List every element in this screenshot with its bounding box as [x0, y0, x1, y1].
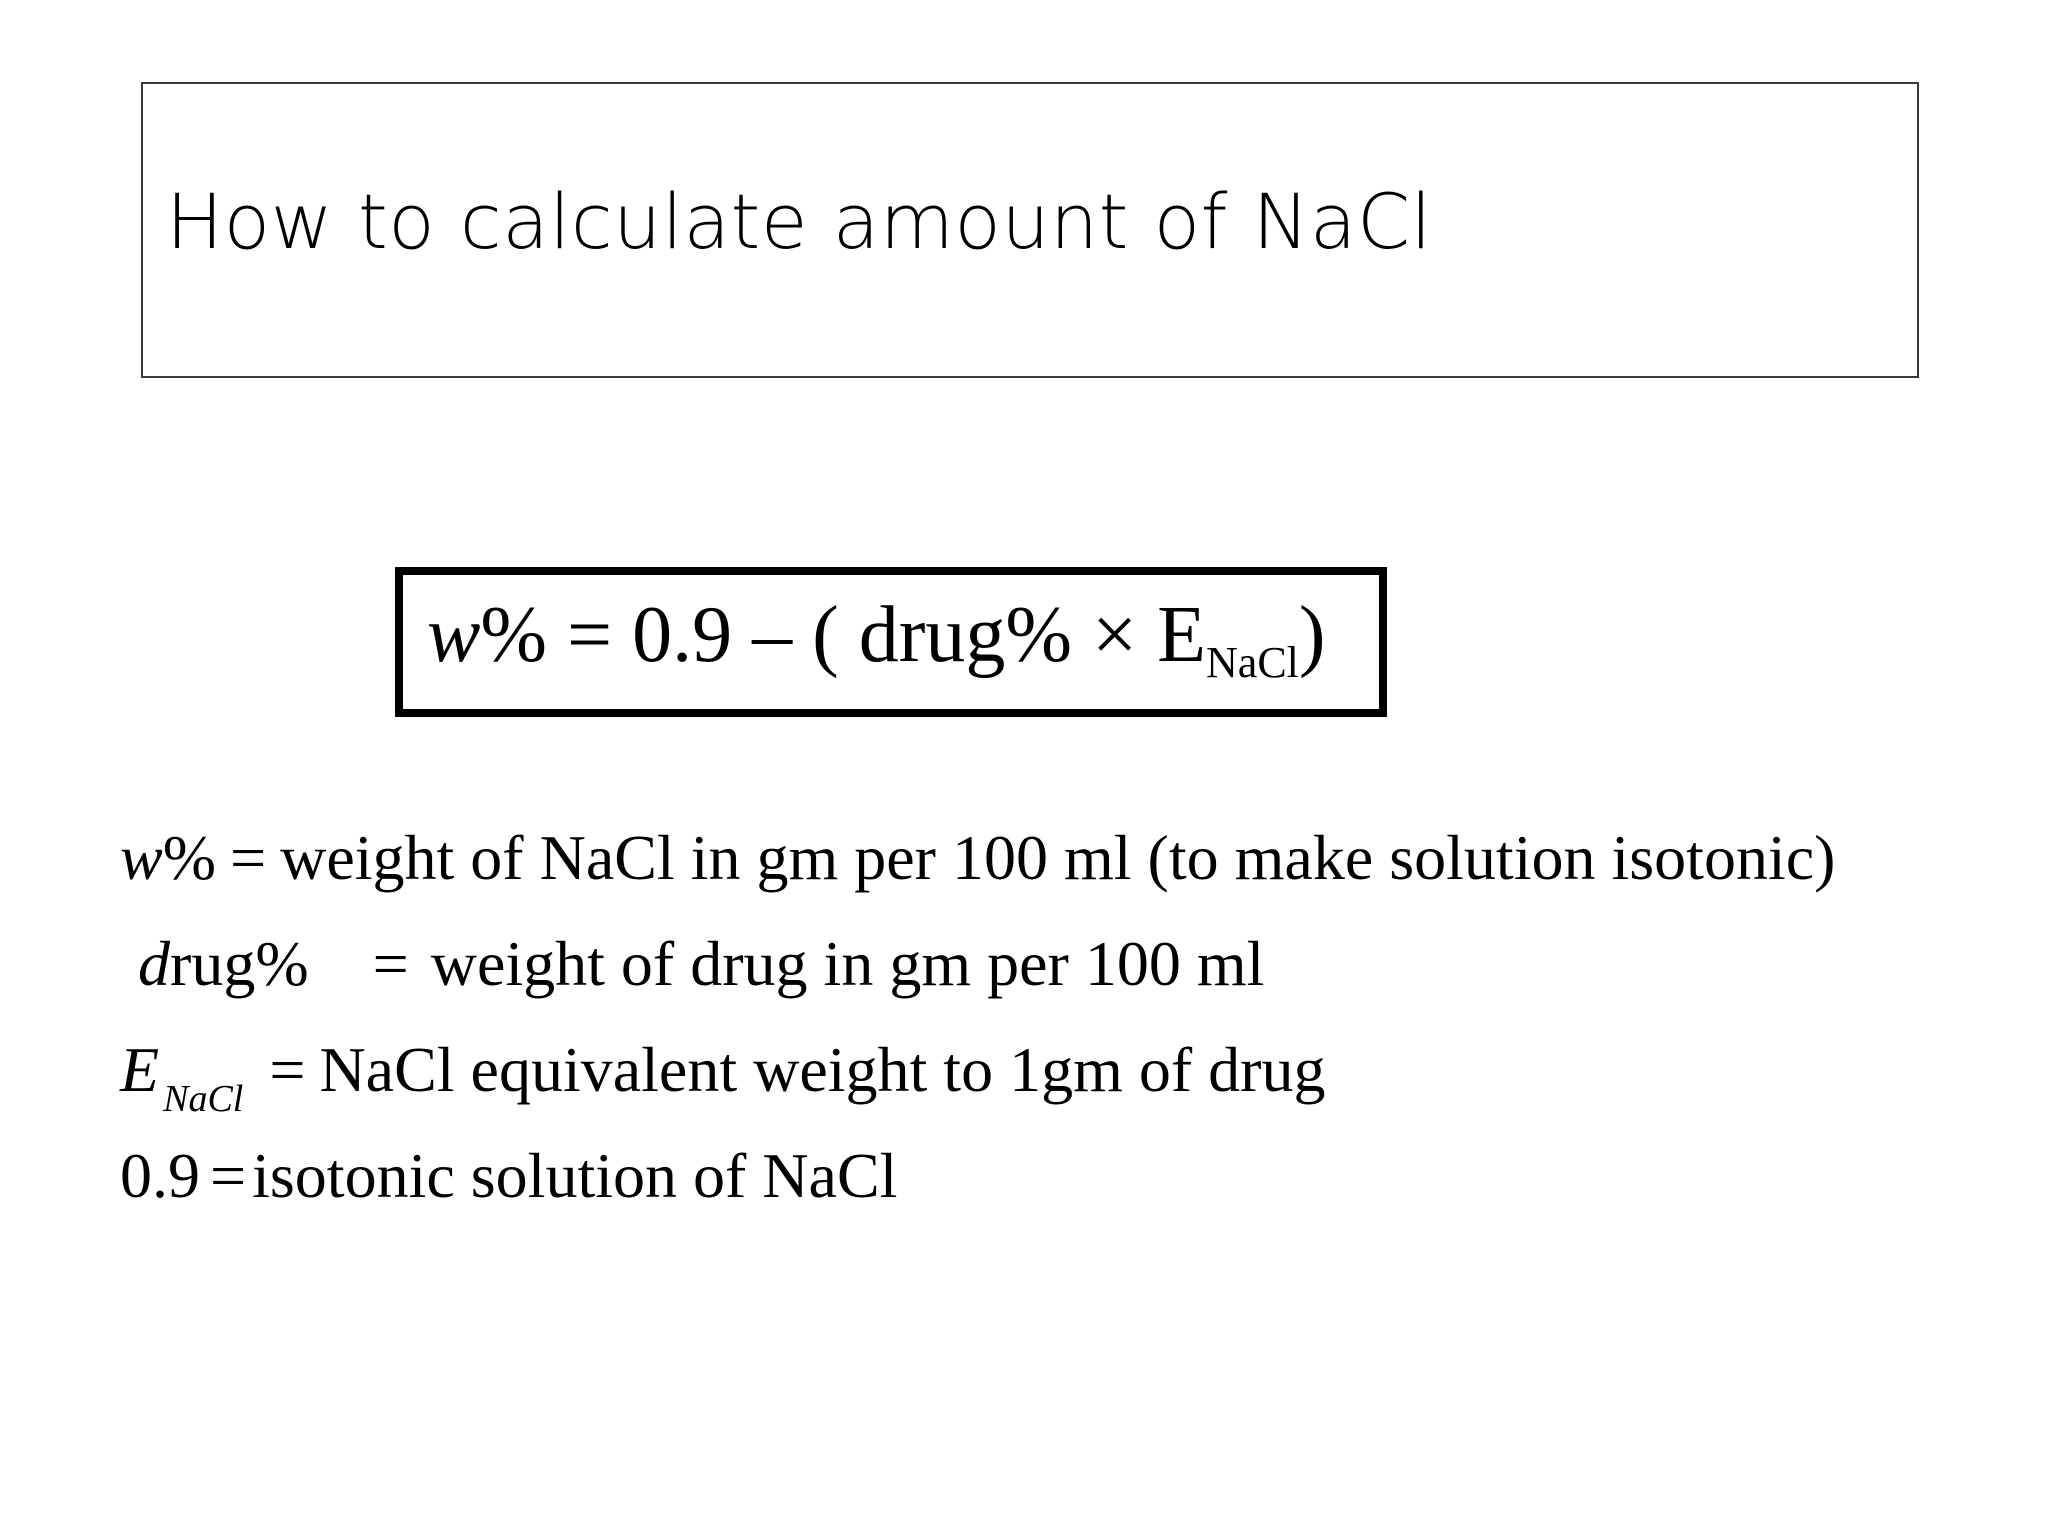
formula-close-paren: ) — [1298, 591, 1326, 679]
definition-text: weight of NaCl in gm per 100 ml (to make solution isotonic) — [280, 822, 1836, 893]
symbol-italic: d — [138, 928, 170, 999]
definition-0-9 — [120, 1123, 1835, 1229]
symbol-rest: % — [162, 822, 216, 893]
definition-symbol — [120, 805, 216, 911]
definition-drug — [120, 911, 1835, 1017]
formula-frame — [395, 567, 1387, 717]
title-frame — [141, 82, 1919, 378]
slide-title: How to calculate amount of NaCl — [166, 177, 1433, 266]
equals-sign: = — [210, 1140, 247, 1211]
symbol-italic: E — [120, 1034, 160, 1105]
equals-sign: = — [269, 1034, 306, 1105]
formula-body: % = 0.9 – ( drug% × E — [480, 591, 1207, 679]
definition-text: NaCl equivalent weight to 1gm of drug — [319, 1034, 1326, 1105]
definition-e-nacl — [120, 1017, 1835, 1123]
definition-w — [120, 805, 1835, 911]
equals-sign: = — [372, 928, 409, 999]
main-formula — [427, 591, 1326, 687]
definition-text: isotonic solution of NaCl — [252, 1140, 898, 1211]
definition-text: weight of drug in gm per 100 ml — [430, 928, 1265, 999]
symbol-rest: rug% — [170, 928, 309, 999]
formula-subscript: NaCl — [1206, 638, 1299, 687]
symbol-italic: w — [120, 822, 163, 893]
definition-symbol: 0.9 — [120, 1140, 200, 1211]
formula-lhs-var: w — [427, 591, 481, 679]
definition-symbol — [120, 911, 309, 1017]
definitions-list — [120, 805, 1835, 1229]
symbol-subscript: NaCl — [163, 1078, 244, 1120]
definition-symbol — [120, 1017, 243, 1132]
equals-sign: = — [230, 822, 267, 893]
